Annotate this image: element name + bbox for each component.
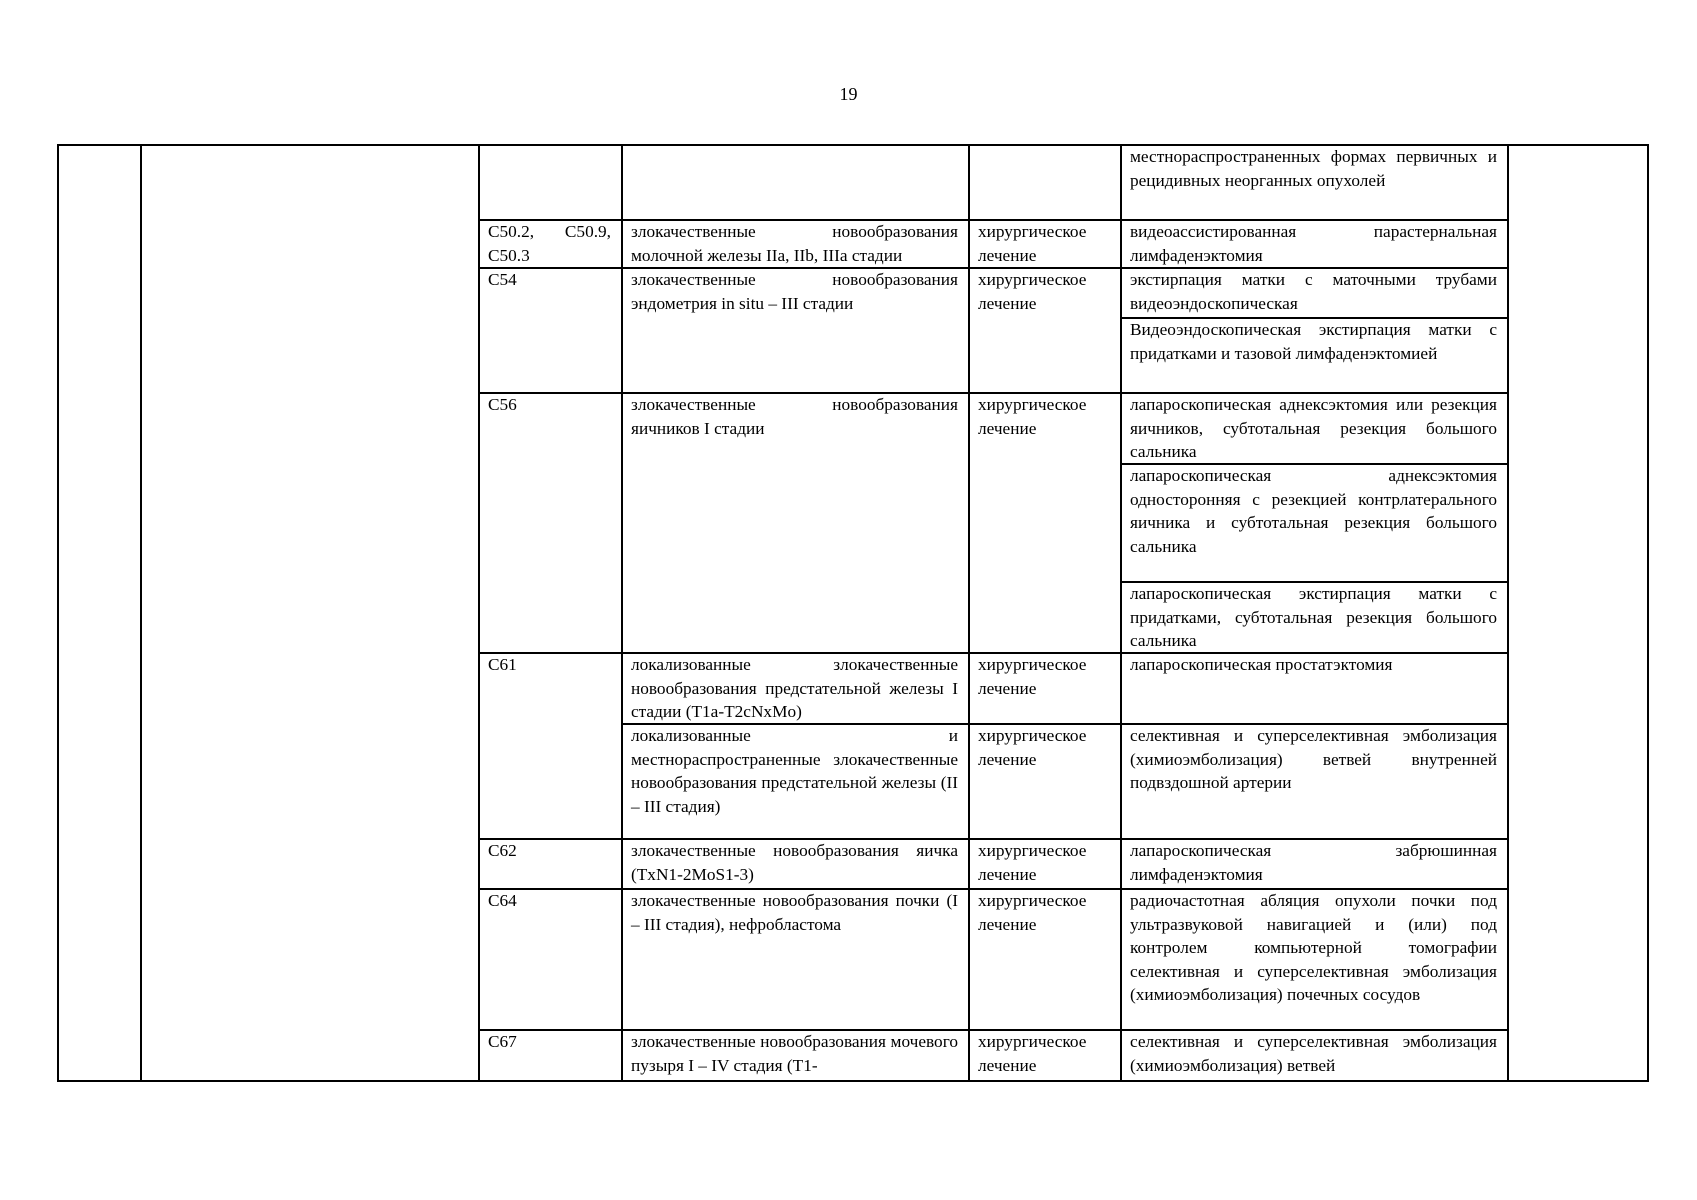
diagnosis-cell: злокачественные новообразования яичка (TxN1-2MoS1-3): [631, 841, 958, 884]
method-cell: лапароскопическая простатэктомия: [1130, 655, 1393, 674]
method-cell: Видеоэндоскопическая экстирпация матки с придатками и тазовой лимфаденэктомией: [1130, 320, 1497, 363]
method-cell: видеоассистированная парастернальная лимфаденэктомия: [1130, 222, 1497, 265]
code-cell: С67: [488, 1032, 517, 1051]
treatment-cell: хирургическое лечение: [978, 1032, 1087, 1075]
diagnosis-cell: злокачественные новообразования молочной железы IIa, IIb, IIIa стадии: [631, 222, 958, 265]
treatment-cell: хирургическое лечение: [978, 395, 1087, 438]
diagnosis-cell: локализованные злокачественные новообразования предстательной железы I стадии (T1a-T2cNxMo): [631, 655, 958, 721]
treatment-cell: хирургическое лечение: [978, 891, 1087, 934]
code-cell: С61: [488, 655, 517, 674]
method-cell: радиочастотная абляция опухоли почки под ультразвуковой навигацией и (или) под контролем компьютерной томографии селективная и суперселективная эмболизация (химиоэмболизация) почечных сосудов: [1130, 891, 1497, 1004]
treatment-cell: хирургическое лечение: [978, 270, 1087, 313]
code-cell: С64: [488, 891, 517, 910]
table-bottom-border: [57, 1080, 1649, 1082]
method-cell: селективная и суперселективная эмболизация (химиоэмболизация) ветвей: [1130, 1032, 1497, 1075]
column-border-1: [140, 144, 142, 1082]
method-cell: селективная и суперселективная эмболизация (химиоэмболизация) ветвей внутренней подвздошной артерии: [1130, 726, 1497, 792]
page-number: 19: [839, 84, 858, 104]
code-cell: С50.2, С50.9, С50.3: [488, 222, 611, 265]
method-cell: лапароскопическая забрюшинная лимфаденэктомия: [1130, 841, 1497, 884]
column-border-0: [57, 144, 59, 1082]
method-cell: лапароскопическая аднексэктомия или резекция яичников, субтотальная резекция большого сальника: [1130, 395, 1497, 461]
treatment-cell: хирургическое лечение: [978, 222, 1087, 265]
diagnosis-cell: злокачественные новообразования яичников I стадии: [631, 395, 958, 438]
diagnosis-cell: локализованные и местнораспространенные злокачественные новообразования предстательной железы (II – III стадия): [631, 726, 958, 816]
column-border-7: [1647, 144, 1649, 1082]
code-cell: С54: [488, 270, 517, 289]
method-cell: местнораспространенных формах первичных и рецидивных неорганных опухолей: [1130, 147, 1497, 190]
method-cell: лапароскопическая аднексэктомия односторонняя с резекцией контрлатерального яичника и субтотальная резекция большого сальника: [1130, 466, 1497, 556]
diagnosis-cell: злокачественные новообразования эндометрия in situ – III стадии: [631, 270, 958, 313]
treatment-cell: хирургическое лечение: [978, 655, 1087, 698]
treatment-cell: хирургическое лечение: [978, 841, 1087, 884]
treatment-cell: хирургическое лечение: [978, 726, 1087, 769]
column-border-6: [1507, 144, 1509, 1082]
diagnosis-cell: злокачественные новообразования почки (I – III стадия), нефробластома: [631, 891, 958, 934]
code-cell: С62: [488, 841, 517, 860]
diagnosis-cell: злокачественные новообразования мочевого пузыря I – IV стадия (T1-: [631, 1032, 958, 1075]
code-cell: С56: [488, 395, 517, 414]
method-cell: лапароскопическая экстирпация матки с придатками, субтотальная резекция большого сальника: [1130, 584, 1497, 650]
method-cell: экстирпация матки с маточными трубами видеоэндоскопическая: [1130, 270, 1497, 313]
